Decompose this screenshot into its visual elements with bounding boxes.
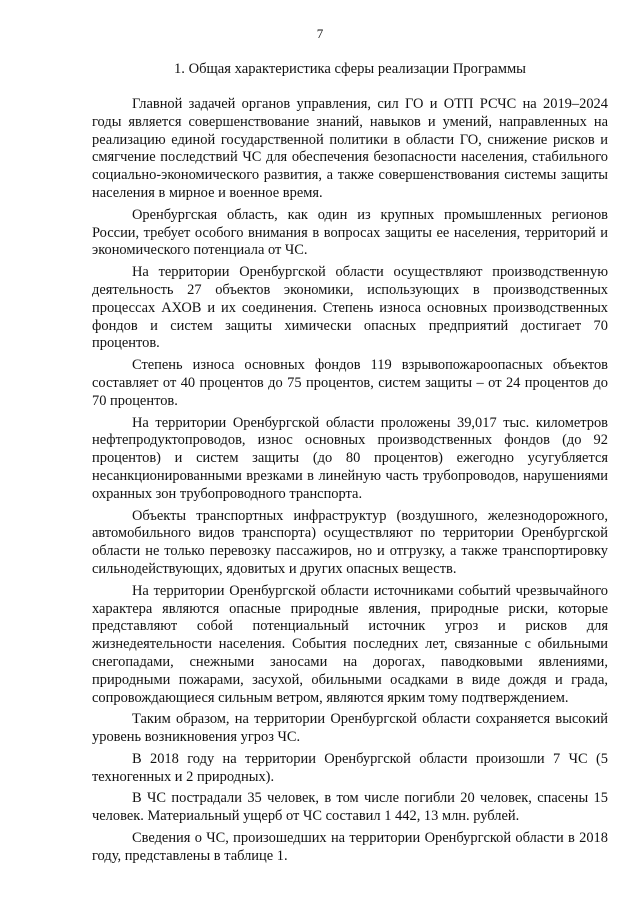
paragraph-threat-level: Таким образом, на территории Оренбургской области сохраняется высокий уровень возникновения угроз ЧС. [92, 711, 608, 746]
page-number: 7 [316, 26, 324, 41]
paragraph-main-task: Главной задачей органов управления, сил ГО и ОТП РСЧС на 2019–2024 годы является совершенствование знаний, навыков и умений, направленных на реализацию единой государственной политики в области ГО, снижение рисков и смягчение последствий ЧС для обеспечения безопасности населения, стабильного социально-экономического развития, а также совершенствования системы защиты населения в мирное и военное время. [92, 96, 608, 201]
document-body [92, 96, 608, 870]
section-heading: 1. Общая характеристика сферы реализации Программы [174, 61, 526, 77]
paragraph-explosive-objects: Степень износа основных фондов 119 взрывопожароопасных объектов составляет от 40 процентов до 75 процентов, систем защиты – от 24 процентов до 70 процентов. [92, 357, 608, 409]
paragraph-pipelines: На территории Оренбургской области проложены 39,017 тыс. километров нефтепродуктопроводов, износ основных производственных фондов (до 92 процентов) и систем защиты (до 80 процентов) ежегодно усугубляется несанкционированными врезками в линейную часть трубопроводов, нарушениями охранных зон трубопроводного транспорта. [92, 414, 608, 502]
paragraph-casualties-damage: В ЧС пострадали 35 человек, в том числе погибли 20 человек, спасены 15 человек. Материальный ущерб от ЧС составил 1 442, 13 млн. рублей. [92, 790, 608, 825]
paragraph-transport: Объекты транспортных инфраструктур (воздушного, железнодорожного, автомобильного видов транспорта) осуществляют по территории Оренбургской области не только перевозку пассажиров, но и отгрузку, а также транспортировку сильнодействующих, ядовитых и других опасных веществ. [92, 507, 608, 577]
paragraph-table-reference: Сведения о ЧС, произошедших на территории Оренбургской области в 2018 году, представлены в таблице 1. [92, 830, 608, 864]
paragraph-natural-hazards: На территории Оренбургской области источниками событий чрезвычайного характера являются опасные природные явления, природные риски, которые представляют собой потенциальный источник угроз и рисков для жизнедеятельности населения. События последних лет, связанные с обильными снегопадами, снежными заносами на дорогах, паводковыми явлениями, природными пожарами, засухой, обильными осадками в виде дождя и града, сопровождающиеся сильным ветром, являются ярким тому подтверждением. [92, 582, 608, 706]
paragraph-region-importance: Оренбургская область, как один из крупных промышленных регионов России, требует особого внимания в вопросах защиты ее населения, территорий и экономического потенциала от ЧС. [92, 206, 608, 259]
paragraph-2018-emergencies: В 2018 году на территории Оренбургской области произошли 7 ЧС (5 техногенных и 2 природных). [92, 750, 608, 785]
paragraph-chemical-objects: На территории Оренбургской области осуществляют производственную деятельность 27 объектов экономики, использующих в производственных процессах АХОВ и их соединения. Степень износа основных производственных фондов и систем защиты химически опасных предприятий достигает 70 процентов. [92, 264, 608, 352]
